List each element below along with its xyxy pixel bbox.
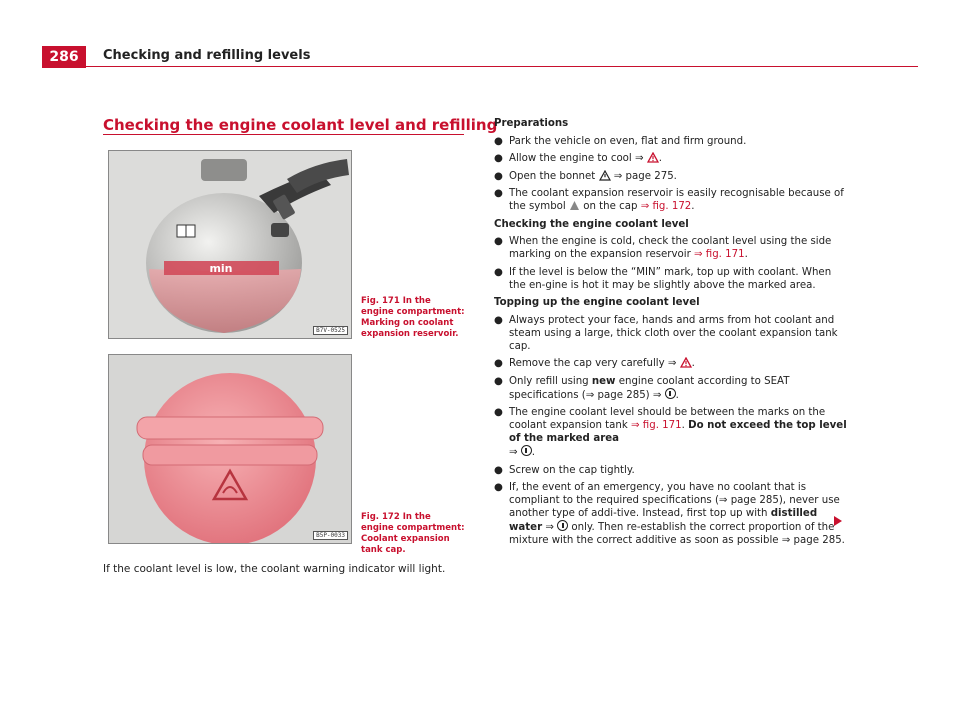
warning-triangle-icon bbox=[599, 170, 611, 181]
coolant-symbol-icon bbox=[569, 200, 580, 211]
continue-arrow-icon bbox=[834, 516, 842, 526]
list-item: ● Park the vehicle on even, flat and firm ground. bbox=[494, 135, 747, 147]
figure-171-caption: Fig. 171 In the engine compartment: Marking on coolant expansion reservoir. bbox=[361, 296, 465, 339]
list-item: ● Screw on the cap tightly. bbox=[494, 464, 635, 476]
list-item: ● Open the bonnet ⇒ page 275. bbox=[494, 170, 677, 182]
list-item: ● The engine coolant level should be between the marks on the coolant expansion tank ⇒ fig. 171. Do not exceed the top level of the marked area ⇒ . bbox=[494, 407, 847, 458]
section-rule bbox=[103, 134, 464, 135]
figure-reference-link[interactable]: ⇒ fig. 171 bbox=[631, 420, 682, 431]
list-item: ● If the level is below the “MIN” mark, top up with coolant. When the en-gine is hot it may be slightly above the marked area. bbox=[494, 266, 832, 291]
figure-reference-link[interactable]: ⇒ fig. 171 bbox=[694, 249, 745, 260]
list-item: ● Always protect your face, hands and arms from hot coolant and steam using a large, thick cloth over the coolant expansion tank cap. bbox=[494, 314, 838, 352]
coolant-reservoir-illustration bbox=[109, 151, 351, 338]
list-item: ● Allow the engine to cool ⇒ . bbox=[494, 153, 663, 164]
min-marking: min bbox=[209, 262, 233, 275]
topping-heading: Topping up the engine coolant level bbox=[494, 297, 700, 308]
info-circle-icon bbox=[521, 445, 532, 456]
preparations-heading: Preparations bbox=[494, 118, 569, 129]
running-title: Checking and refilling levels bbox=[103, 48, 311, 63]
list-item: ● When the engine is cold, check the coolant level using the side marking on the expansion reservoir ⇒ fig. 171. bbox=[494, 236, 832, 260]
checking-heading: Checking the engine coolant level bbox=[494, 218, 689, 230]
coolant-cap-illustration bbox=[109, 355, 351, 543]
list-item: ● Remove the cap very carefully ⇒ . bbox=[494, 358, 695, 369]
warning-triangle-icon bbox=[647, 152, 659, 163]
warning-triangle-icon bbox=[680, 357, 692, 368]
info-circle-icon bbox=[557, 520, 568, 531]
figure-172-caption: Fig. 172 In the engine compartment: Coolant expansion tank cap. bbox=[361, 512, 465, 555]
right-column bbox=[494, 117, 849, 552]
header-rule bbox=[42, 66, 918, 67]
figure-code: B7V-0525 bbox=[313, 326, 348, 335]
list-item: ● If, the event of an emergency, you have no coolant that is compliant to the required specifications (⇒ page 285), never use another type of addi-tive. Instead, first top up with distilled water ⇒ only. Then re-establish the correct proportion of the mixture with the correct additive as soon as possible ⇒ page 285. bbox=[494, 482, 845, 546]
left-paragraph: If the coolant level is low, the coolant warning indicator will light. bbox=[103, 563, 446, 575]
section-title: Checking the engine coolant level and refilling bbox=[103, 116, 498, 134]
figure-reference-link[interactable]: ⇒ fig. 172 bbox=[640, 201, 692, 212]
list-item: ● The coolant expansion reservoir is easily recognisable because of the symbol on the cap ⇒ fig. 172. bbox=[494, 188, 844, 212]
info-circle-icon bbox=[665, 388, 676, 399]
figure-172-coolant-cap bbox=[108, 354, 352, 544]
list-item: ● Only refill using new engine coolant according to SEAT specifications (⇒ page 285) ⇒ . bbox=[494, 375, 790, 401]
figure-code: B5P-0033 bbox=[313, 531, 348, 540]
figure-171-coolant-reservoir bbox=[108, 150, 352, 339]
page-number: 286 bbox=[42, 46, 86, 68]
